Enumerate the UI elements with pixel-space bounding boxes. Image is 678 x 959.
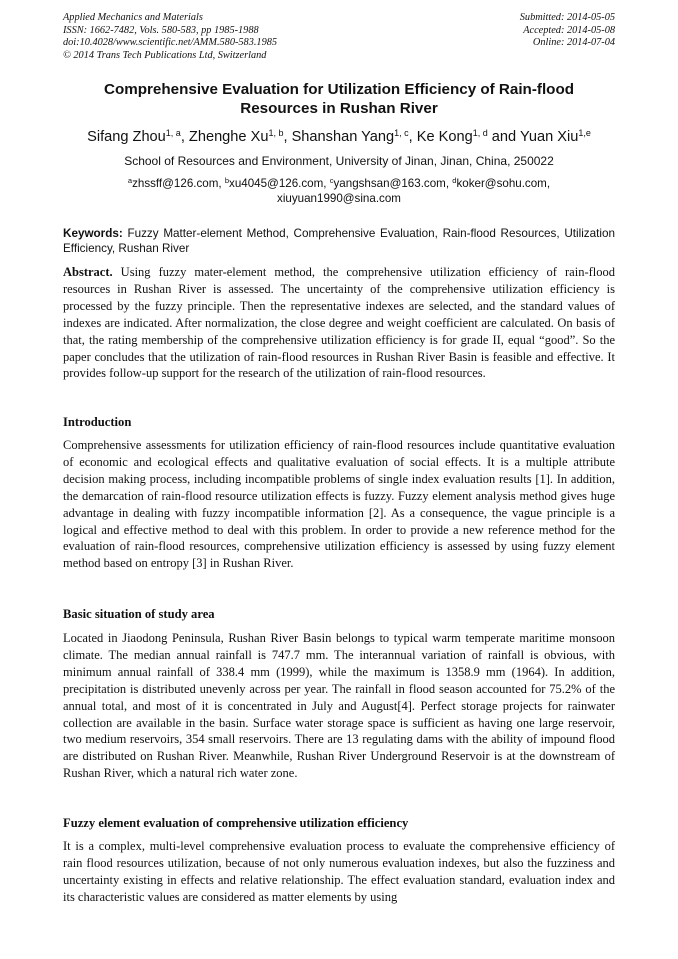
journal-name: Applied Mechanics and Materials <box>63 12 203 23</box>
email-address: koker@sohu.com <box>456 177 547 190</box>
journal-header <box>63 12 615 64</box>
email-address: xu4045@126.com <box>229 177 324 190</box>
author-affiliation-mark: 1,e <box>578 128 591 138</box>
journal-issn: ISSN: 1662-7482, Vols. 580-583, pp 1985-1988 <box>63 24 259 36</box>
email-separator: , <box>323 177 330 190</box>
email-separator: , <box>218 177 225 190</box>
author-separator: , <box>283 129 292 145</box>
author-separator: , <box>408 129 417 145</box>
email-line-2: xiuyuan1990@sina.com <box>277 192 401 205</box>
introduction-paragraph: Comprehensive assessments for utilization efficiency of rain-flood resources include quantitative evaluation of economic and ecological effects and qualitative evaluation of social effects. It is a multiple attribute decision making process, including incompatible problems of single index evaluation results [1]. In addition, the demarcation of rain-flood resource utilization effects is fuzzy. Fuzzy element analysis method gives huge advantage in dealing with fuzzy incompatible information [2]. As a consequence, the vague principle is a logical and effective method to deal with this problem. In order to provide a new reference method for the evaluation of rain-flood resources, comprehensive utilization efficiency is assessed by using fuzzy element method based on entropy [3] in Rushan River. <box>63 438 615 571</box>
online-date: Online: 2014-07-04 <box>532 37 615 48</box>
author-separator: and <box>487 129 520 145</box>
keywords-text: Fuzzy Matter-element Method, Comprehensive Evaluation, Rain-flood Resources, Utilization Efficiency, Rushan River <box>63 227 615 255</box>
section-heading-fuzzy-element: Fuzzy element evaluation of comprehensive utilization efficiency <box>63 816 409 830</box>
email-separator: , <box>546 177 551 190</box>
author-affiliation: School of Resources and Environment, University of Jinan, Jinan, China, 250022 <box>124 154 554 168</box>
email-mark: d <box>452 176 457 185</box>
author-name: Sifang Zhou <box>87 129 166 145</box>
email-mark: c <box>329 176 334 185</box>
keywords <box>63 226 615 256</box>
keywords-label: Keywords: <box>63 227 123 240</box>
section-heading-basic-situation: Basic situation of study area <box>63 607 215 621</box>
author-affiliation-mark: 1, d <box>472 128 488 138</box>
email-line-1 <box>60 176 618 191</box>
author-affiliation-mark: 1, c <box>394 128 409 138</box>
journal-info <box>63 12 277 62</box>
author-name: Ke Kong <box>416 129 473 145</box>
section-heading-introduction: Introduction <box>63 415 132 429</box>
author-name: Shanshan Yang <box>291 129 395 145</box>
abstract-text: Using fuzzy mater-element method, the comprehensive utilization efficiency of rain-flood resources in Rushan River is assessed. The uncertainty of the comprehensive utilization efficiency is processed by the fuzzy principle. Then the representative indexes are selected, and the standard values of indexes are indicated. After normalization, the close degree and weight coefficient are calculated. On basis of that, the rating membership of the comprehensive utilization efficiency is for grade II, equal “good”. So the paper concludes that the utilization of rain-flood resources in Rushan River Basin is feasible and effective. It provides follow-up support for the research of the utilization of rain-flood resources. <box>63 265 615 381</box>
basic-situation-paragraph: Located in Jiaodong Peninsula, Rushan River Basin belongs to typical warm temperate maritime monsoon climate. The median annual rainfall is 747.7 mm. The interannual variation of rainfall is obvious, with minimum annual rainfall of 338.4 mm (1999), while the maximum is 1358.9 mm (1964). In addition, precipitation is distributed unevenly across per year. The rainfall in flood season accounted for 75.2% of the annual total, and most of it is concentrated in July and August[4]. Perfect storage projects for rainwater collection are available in the basin. Surface water storage space is sufficient as having one large reservoir, two medium reservoirs, 354 small reservoirs. There are 13 regulating dams with the ability of impound flood are distributed on Rushan River. Meanwhile, Rushan River Underground Reservoir is at the downstream of Rushan River, which a natural rich water zone. <box>63 631 615 781</box>
author-emails <box>60 176 618 206</box>
email-mark: b <box>224 176 230 185</box>
abstract-label: Abstract. <box>63 265 113 279</box>
author-affiliation-mark: 1, b <box>268 128 284 138</box>
author-name: Yuan Xiu <box>519 129 579 145</box>
author-name: Zhenghe Xu <box>188 129 269 145</box>
email-address: zhssff@126.com <box>132 177 219 190</box>
paper-title-line-1: Comprehensive Evaluation for Utilization Efficiency of Rain-flood <box>103 81 575 98</box>
journal-doi: doi:10.4028/www.scientific.net/AMM.580-583.1985 <box>63 37 278 48</box>
email-mark: a <box>127 176 133 185</box>
author-affiliation-mark: 1, a <box>165 128 181 138</box>
journal-copyright: © 2014 Trans Tech Publications Ltd, Switzerland <box>63 49 267 61</box>
author-separator: , <box>180 129 189 145</box>
abstract <box>63 264 615 382</box>
submission-dates <box>520 12 615 50</box>
email-separator: , <box>445 177 453 190</box>
author-list <box>40 128 638 146</box>
paper-title-line-2: Resources in Rushan River <box>240 100 438 117</box>
fuzzy-element-paragraph: It is a complex, multi-level comprehensive evaluation process to evaluate the comprehensive efficiency of rain flood resources utilization, because of not only numerous evaluation indexes, but also the fuzziness and uncertainty existing in effects and relative relationship. The effect evaluation standard, evaluation index and its characteristic values are considered as matter elements by using <box>63 839 615 904</box>
paper-title <box>60 80 618 118</box>
submitted-date: Submitted: 2014-05-05 <box>519 12 615 23</box>
accepted-date: Accepted: 2014-05-08 <box>523 24 615 36</box>
email-address: yangshsan@163.com <box>333 177 446 190</box>
